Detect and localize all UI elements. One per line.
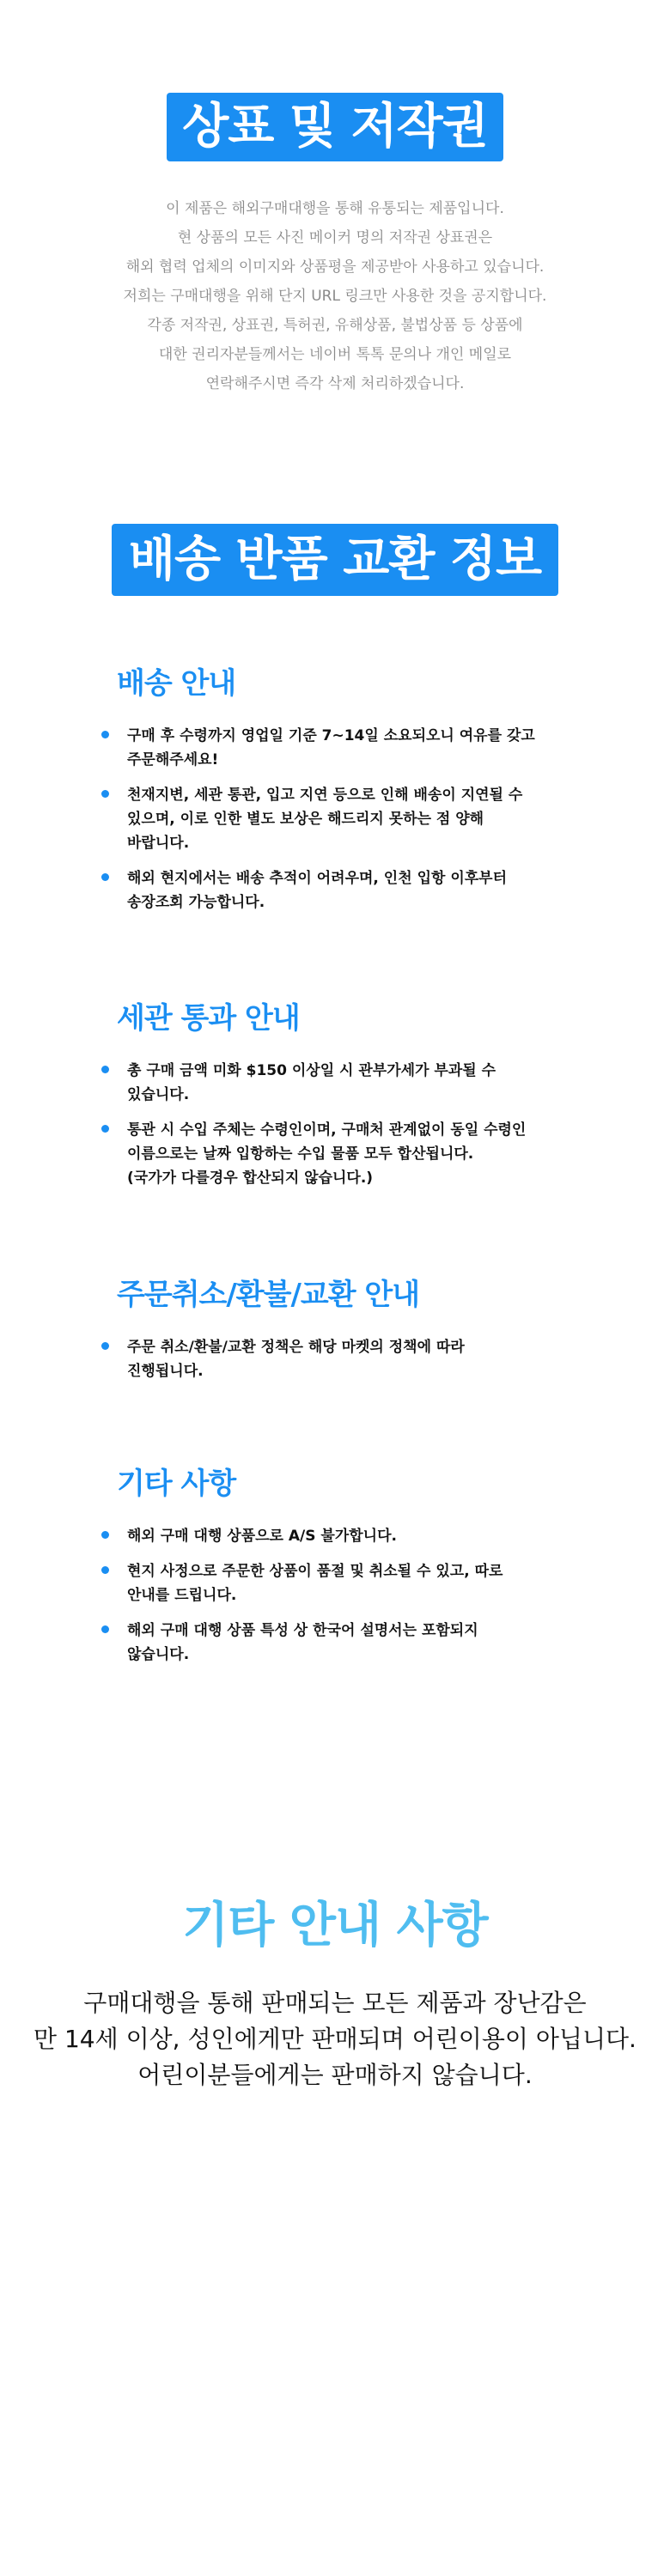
list-item-line: 해외 현지에서는 배송 추적이 어려우며, 인천 입항 이후부터: [127, 870, 508, 887]
trademark-line: 연락해주시면 즉각 삭제 처리하겠습니다.: [205, 375, 465, 392]
trademark-line: 저희는 구매대행을 위해 단지 URL 링크만 사용한 것을 공지합니다.: [123, 288, 547, 305]
list-item-line: 해외 구매 대행 상품 특성 상 한국어 설명서는 포함되지: [127, 1622, 478, 1639]
etc-info-list: [101, 1524, 617, 1667]
shipping-return-title: 배송 반품 교환 정보: [112, 524, 558, 596]
list-item-line: 있으며, 이로 인한 별도 보상은 해드리지 못하는 점 양해: [127, 811, 484, 828]
other-notice-line: 어린이분들에게는 판매하지 않습니다.: [137, 2061, 533, 2089]
cancel-refund-list: [101, 1335, 617, 1383]
trademark-line: 현 상품의 모든 사진 메이커 명의 저작권 상표권은: [177, 229, 493, 246]
list-item-line: 이름으로는 날짜 입항하는 수입 물품 모두 합산됩니다.: [127, 1145, 474, 1163]
bullet-dot-icon: [101, 790, 109, 798]
trademark-line: 이 제품은 해외구매대행을 통해 유통되는 제품입니다.: [166, 200, 504, 217]
bullet-dot-icon: [101, 1066, 109, 1073]
customs-info-title: 세관 통과 안내: [117, 1001, 300, 1036]
trademark-section: [0, 93, 670, 398]
bullet-dot-icon: [101, 1342, 109, 1350]
other-notice-line: 만 14세 이상, 성인에게만 판매되며 어린이용이 아닙니다.: [34, 2025, 636, 2053]
shipping-return-section: [0, 524, 670, 596]
cancel-refund-section: [101, 1271, 617, 1394]
trademark-title: 상표 및 저작권: [167, 93, 503, 161]
list-item-line: 진행됩니다.: [127, 1363, 204, 1380]
bullet-dot-icon: [101, 873, 109, 881]
shipping-info-section: [101, 659, 617, 926]
bullet-dot-icon: [101, 731, 109, 738]
shipping-info-list: [101, 724, 617, 914]
list-item: [101, 1059, 617, 1107]
other-notice-title: 기타 안내 사항: [182, 1898, 488, 1953]
trademark-line: 대한 권리자분들께서는 네이버 톡톡 문의나 개인 메일로: [158, 346, 512, 363]
customs-info-list: [101, 1059, 617, 1190]
list-item-line: (국가가 다를경우 합산되지 않습니다.): [127, 1170, 374, 1187]
list-item-line: 않습니다.: [127, 1646, 190, 1663]
list-item: [101, 1619, 617, 1667]
list-item-line: 해외 구매 대행 상품으로 A/S 불가합니다.: [127, 1528, 397, 1545]
list-item: [101, 724, 617, 772]
trademark-line: 각종 저작권, 상표권, 특허권, 유해상품, 불법상품 등 상품에: [147, 317, 523, 334]
list-item-line: 주문해주세요!: [127, 751, 219, 769]
other-notice-section: [0, 1887, 670, 2093]
bullet-dot-icon: [101, 1125, 109, 1133]
etc-info-title: 기타 사항: [117, 1467, 236, 1501]
list-item: [101, 1559, 617, 1607]
trademark-line: 해외 협력 업체의 이미지와 상품평을 제공받아 사용하고 있습니다.: [125, 258, 545, 276]
list-item-line: 현지 사정으로 주문한 상품이 품절 및 취소될 수 있고, 따로: [127, 1563, 503, 1580]
list-item: [101, 783, 617, 855]
list-item: [101, 1118, 617, 1190]
bullet-dot-icon: [101, 1531, 109, 1539]
bullet-dot-icon: [101, 1566, 109, 1574]
customs-info-section: [101, 994, 617, 1201]
list-item: [101, 1524, 617, 1548]
list-item-line: 천재지변, 세관 통관, 입고 지연 등으로 인해 배송이 지연될 수: [127, 787, 523, 804]
shipping-info-title: 배송 안내: [117, 666, 236, 701]
list-item-line: 송장조회 가능합니다.: [127, 894, 265, 911]
list-item-line: 구매 후 수령까지 영업일 기준 7~14일 소요되오니 여유를 갖고: [127, 727, 535, 744]
other-notice-body: [0, 1985, 670, 2093]
list-item-line: 주문 취소/환불/교환 정책은 해당 마켓의 정책에 따라: [127, 1339, 465, 1356]
list-item-line: 총 구매 금액 미화 $150 이상일 시 관부가세가 부과될 수: [127, 1062, 496, 1079]
list-item-line: 있습니다.: [127, 1086, 190, 1103]
cancel-refund-title: 주문취소/환불/교환 안내: [117, 1278, 420, 1312]
other-notice-line: 구매대행을 통해 판매되는 모든 제품과 장난감은: [83, 1989, 587, 2017]
list-item-line: 안내를 드립니다.: [127, 1587, 237, 1604]
trademark-body: [0, 194, 670, 398]
etc-info-section: [101, 1460, 617, 1678]
list-item-line: 바랍니다.: [127, 835, 190, 852]
list-item: [101, 1335, 617, 1383]
bullet-dot-icon: [101, 1625, 109, 1633]
list-item-line: 통관 시 수입 주체는 수령인이며, 구매처 관계없이 동일 수령인: [127, 1121, 527, 1139]
list-item: [101, 866, 617, 914]
